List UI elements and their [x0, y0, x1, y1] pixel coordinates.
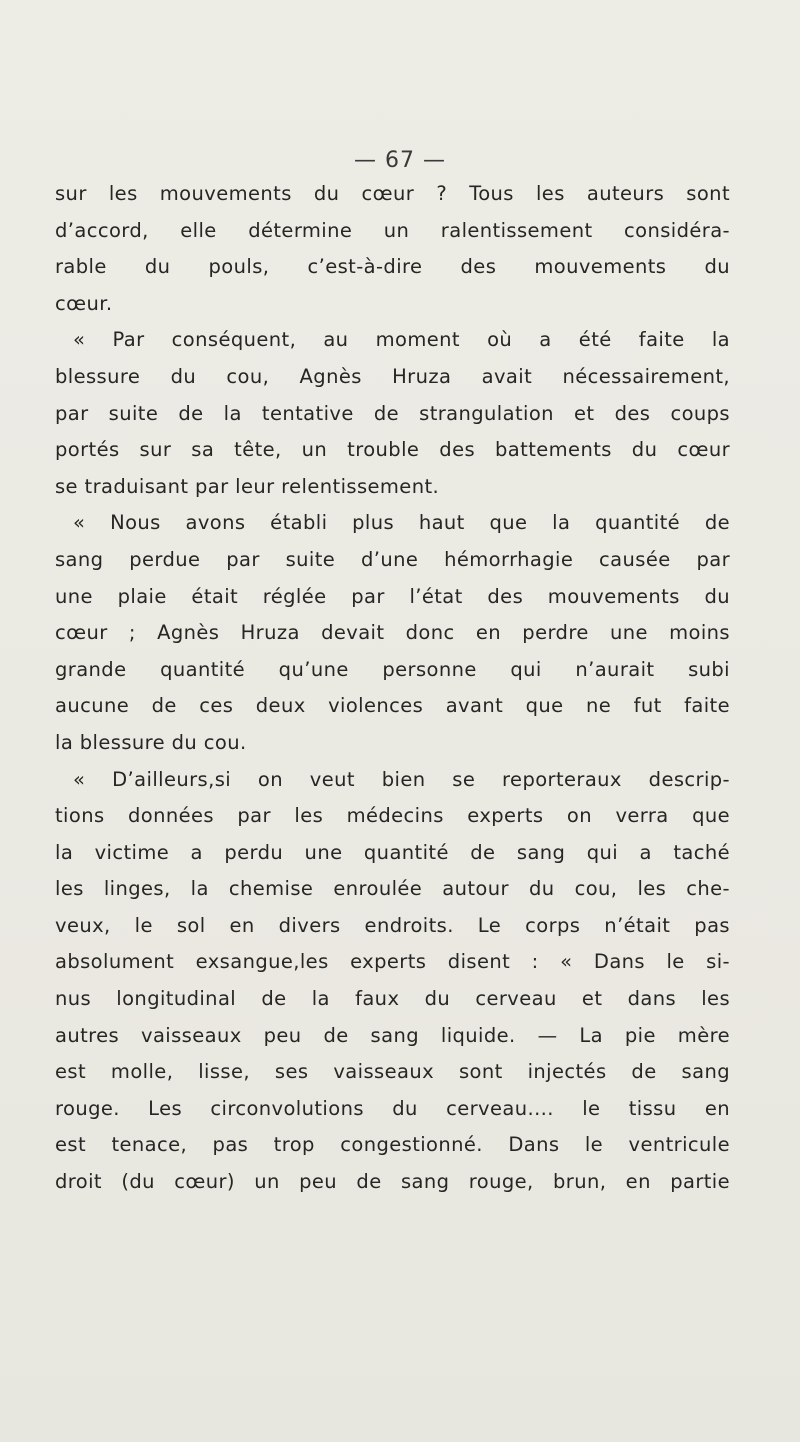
text-line: « Nous avons établi plus haut que la quantité de	[73, 511, 730, 535]
text-line: autres vaisseaux peu de sang liquide. — La pie mère	[55, 1023, 730, 1047]
text-line: veux, le sol en divers endroits. Le corps n’était pas	[55, 913, 730, 937]
text-line: tions données par les médecins experts on verra que	[55, 804, 730, 828]
text-line: les linges, la chemise enroulée autour du cou, les che-	[55, 877, 730, 901]
text-line: la blessure du cou.	[55, 730, 247, 754]
text-line: est molle, lisse, ses vaisseaux sont injectés de sang	[55, 1060, 730, 1084]
body-text	[55, 176, 730, 1201]
text-line: rable du pouls, c’est-à-dire des mouvements du	[55, 255, 730, 279]
text-line: droit (du cœur) un peu de sang rouge, brun, en partie	[55, 1170, 730, 1194]
text-line: portés sur sa tête, un trouble des battements du cœur	[55, 438, 730, 462]
text-line: par suite de la tentative de strangulation et des coups	[55, 401, 730, 425]
text-line: nus longitudinal de la faux du cerveau et dans les	[55, 987, 730, 1011]
text-line: grande quantité qu’une personne qui n’aurait subi	[55, 657, 730, 681]
text-line: une plaie était réglée par l’état des mouvements du	[55, 584, 730, 608]
text-line: rouge. Les circonvolutions du cerveau.... le tissu en	[55, 1096, 730, 1120]
text-line: absolument exsangue,les experts disent : « Dans le si-	[55, 950, 730, 974]
text-line: sang perdue par suite d’une hémorrhagie causée par	[55, 547, 730, 571]
text-line: la victime a perdu une quantité de sang qui a taché	[55, 840, 730, 864]
text-line: blessure du cou, Agnès Hruza avait nécessairement,	[55, 364, 730, 388]
text-line: aucune de ces deux violences avant que ne fut faite	[55, 694, 730, 718]
text-line: cœur ; Agnès Hruza devait donc en perdre une moins	[55, 621, 730, 645]
text-line: sur les mouvements du cœur ? Tous les auteurs sont	[55, 182, 730, 205]
text-line: « Par conséquent, au moment où a été faite la	[73, 328, 730, 352]
text-line: se traduisant par leur relentissement.	[55, 474, 440, 498]
page-number: — 67 —	[354, 148, 446, 173]
text-line: d’accord, elle détermine un ralentissement considéra-	[55, 218, 730, 242]
text-line: « D’ailleurs,si on veut bien se reporteraux descrip-	[73, 767, 730, 791]
text-line: cœur.	[55, 291, 113, 315]
text-line: est tenace, pas trop congestionné. Dans le ventricule	[55, 1133, 730, 1157]
